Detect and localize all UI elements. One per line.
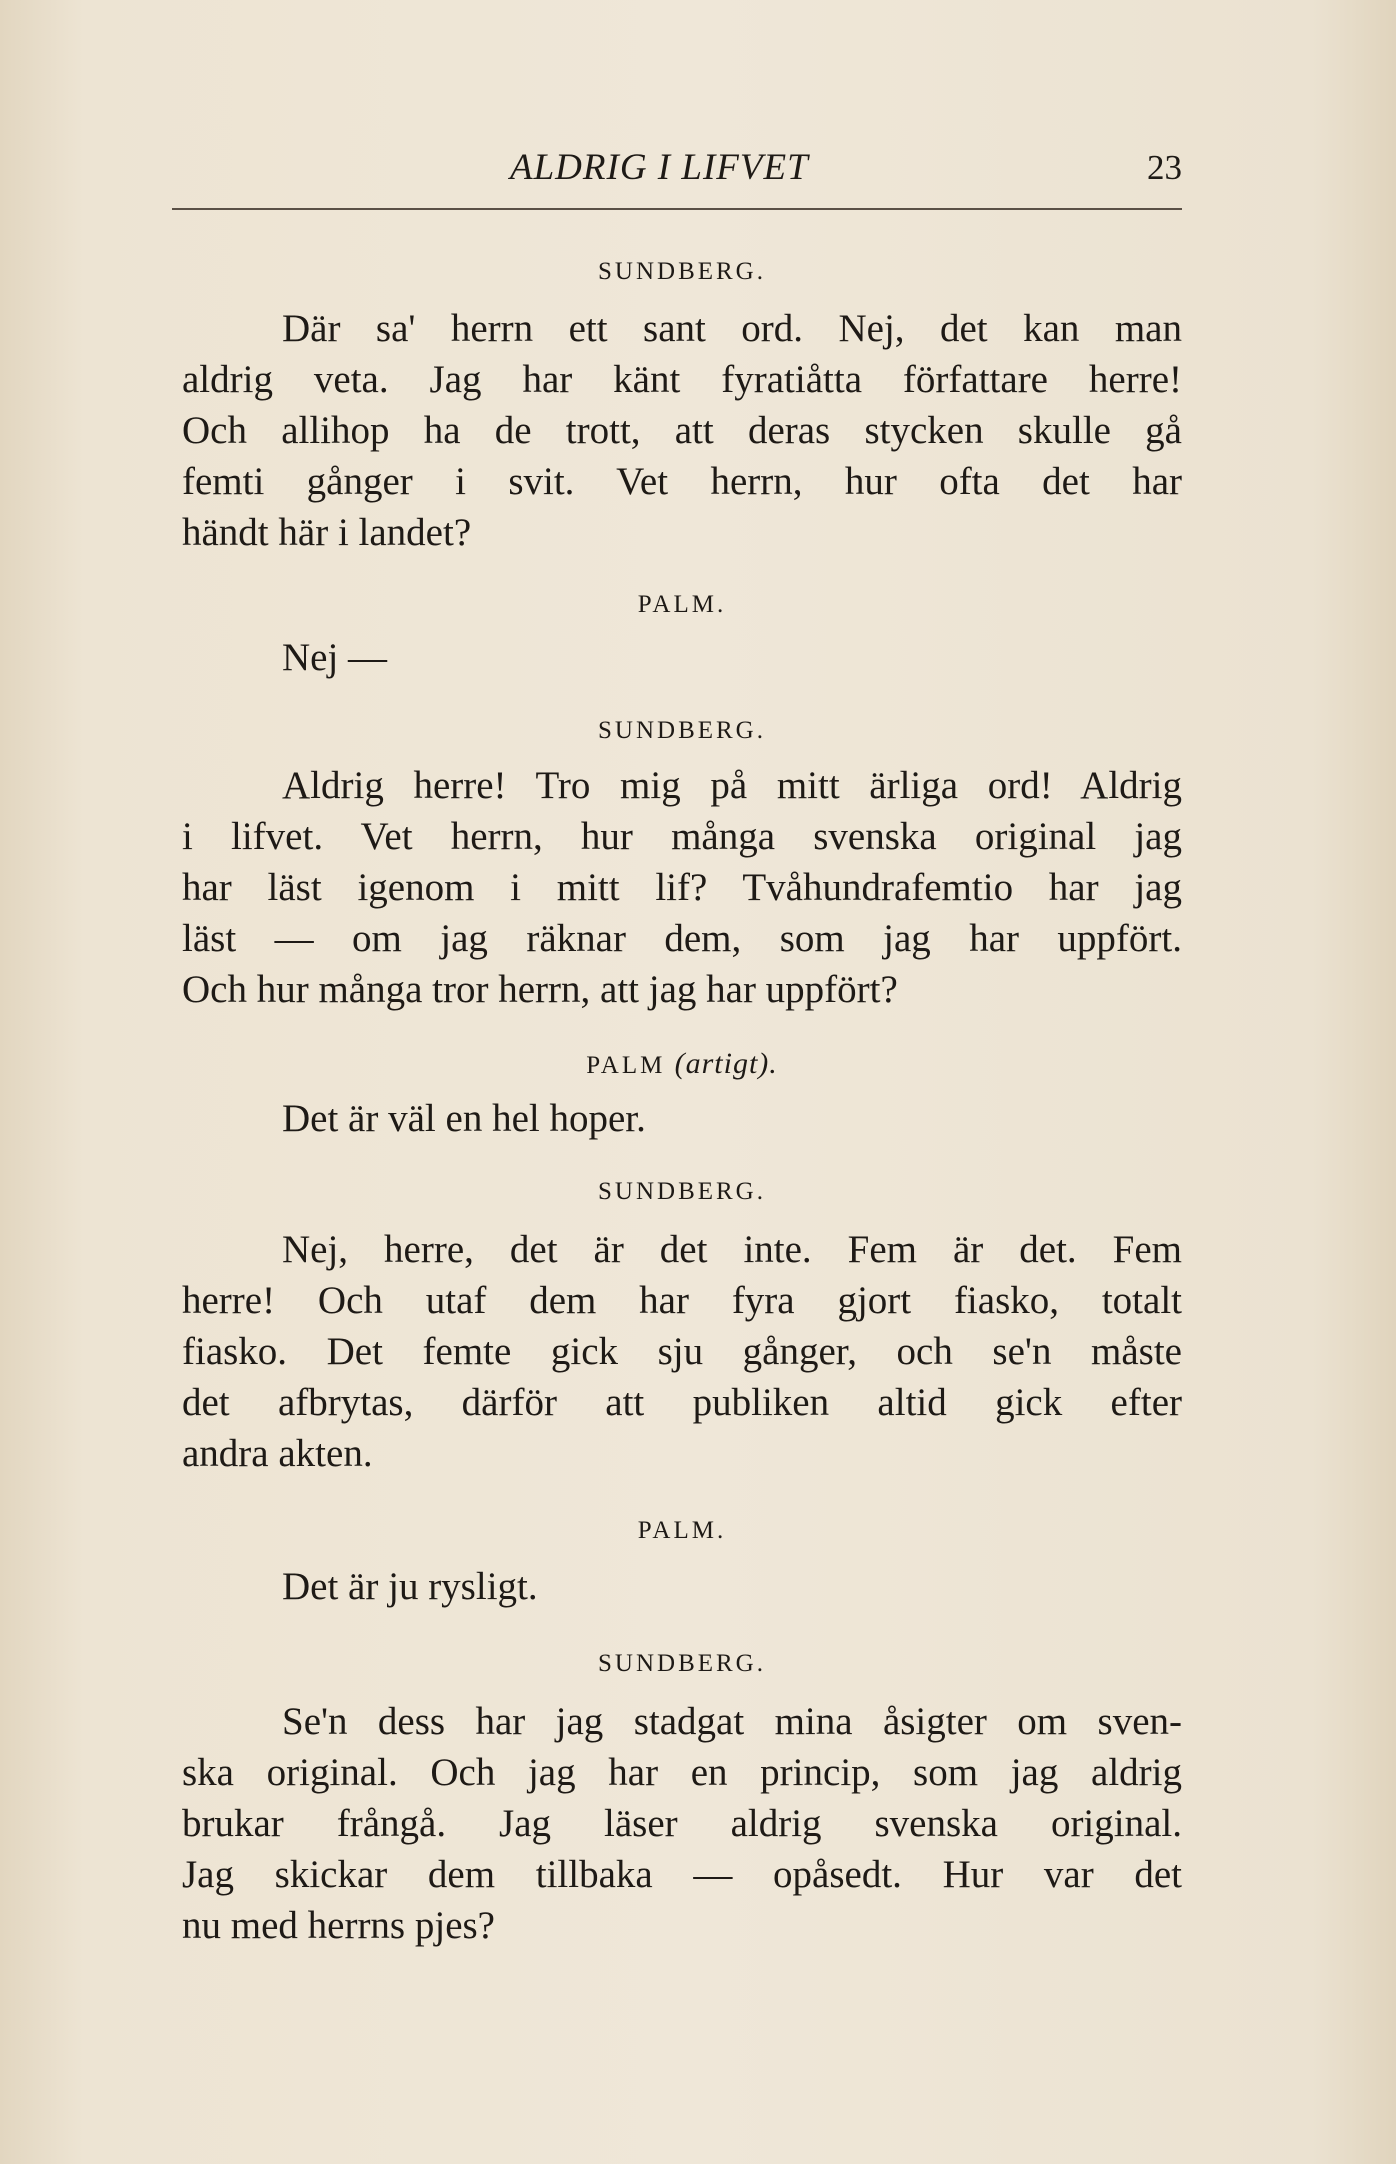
- speaker-name: SUNDBERG.: [598, 1178, 766, 1205]
- speaker-name: SUNDBERG.: [598, 258, 766, 285]
- text-line: Och allihop ha de trott, att deras stycken skulle gå: [182, 409, 1182, 452]
- running-title: ALDRIG I LIFVET: [510, 147, 809, 188]
- speech-block: [182, 1178, 1182, 1479]
- speech-block: [182, 258, 1182, 558]
- text-line: Det är väl en hel hoper.: [282, 1097, 646, 1140]
- text-line: brukar frångå. Jag läser aldrig svenska original.: [182, 1802, 1182, 1845]
- text-line: fiasko. Det femte gick sju gånger, och se'n måste: [182, 1330, 1182, 1373]
- speech-block: [182, 1650, 1182, 1951]
- text-line: Och hur många tror herrn, att jag har uppfört?: [182, 968, 898, 1011]
- speech-block: [182, 1047, 1182, 1144]
- speech-block: [182, 1517, 1182, 1612]
- text-line: herre! Och utaf dem har fyra gjort fiasko, totalt: [182, 1279, 1182, 1322]
- speech-block: [182, 717, 1182, 1015]
- speaker-name: SUNDBERG.: [598, 1650, 766, 1677]
- text-line: aldrig veta. Jag har känt fyratiåtta författare herre!: [182, 358, 1182, 401]
- text-line: Aldrig herre! Tro mig på mitt ärliga ord! Aldrig: [282, 764, 1182, 807]
- text-line: nu med herrns pjes?: [182, 1904, 495, 1947]
- text-line: andra akten.: [182, 1432, 373, 1475]
- text-line: har läst igenom i mitt lif? Tvåhundrafemtio har jag: [182, 866, 1182, 909]
- text-line: Det är ju rysligt.: [282, 1565, 538, 1608]
- header-rule: [172, 208, 1182, 210]
- dialogue-text: [182, 250, 1182, 1951]
- text-line: femti gånger i svit. Vet herrn, hur ofta det har: [182, 460, 1182, 503]
- text-line: det afbrytas, därför att publiken altid gick efter: [182, 1381, 1182, 1424]
- text-line: Nej, herre, det är det inte. Fem är det. Fem: [282, 1228, 1182, 1271]
- stage-direction: (artigt).: [674, 1047, 778, 1080]
- speaker-name-text: PALM: [586, 1052, 666, 1079]
- text-line: Se'n dess har jag stadgat mina åsigter om sven-: [282, 1700, 1182, 1743]
- text-line: Nej —: [282, 636, 388, 679]
- speaker-name: [182, 1047, 1182, 1081]
- text-line: händt här i landet?: [182, 511, 472, 554]
- text-line: Där sa' herrn ett sant ord. Nej, det kan man: [282, 307, 1182, 350]
- page-header: [172, 146, 1182, 186]
- speaker-name: SUNDBERG.: [598, 717, 766, 744]
- speech-block: [182, 591, 1182, 683]
- page-number: 23: [1147, 148, 1182, 187]
- speaker-name: PALM.: [637, 1517, 727, 1544]
- text-line: i lifvet. Vet herrn, hur många svenska original jag: [182, 815, 1182, 858]
- text-line: läst — om jag räknar dem, som jag har uppfört.: [182, 917, 1182, 960]
- text-line: Jag skickar dem tillbaka — opåsedt. Hur var det: [182, 1853, 1182, 1896]
- text-line: ska original. Och jag har en princip, som jag aldrig: [182, 1751, 1182, 1794]
- speaker-name: PALM.: [637, 591, 727, 618]
